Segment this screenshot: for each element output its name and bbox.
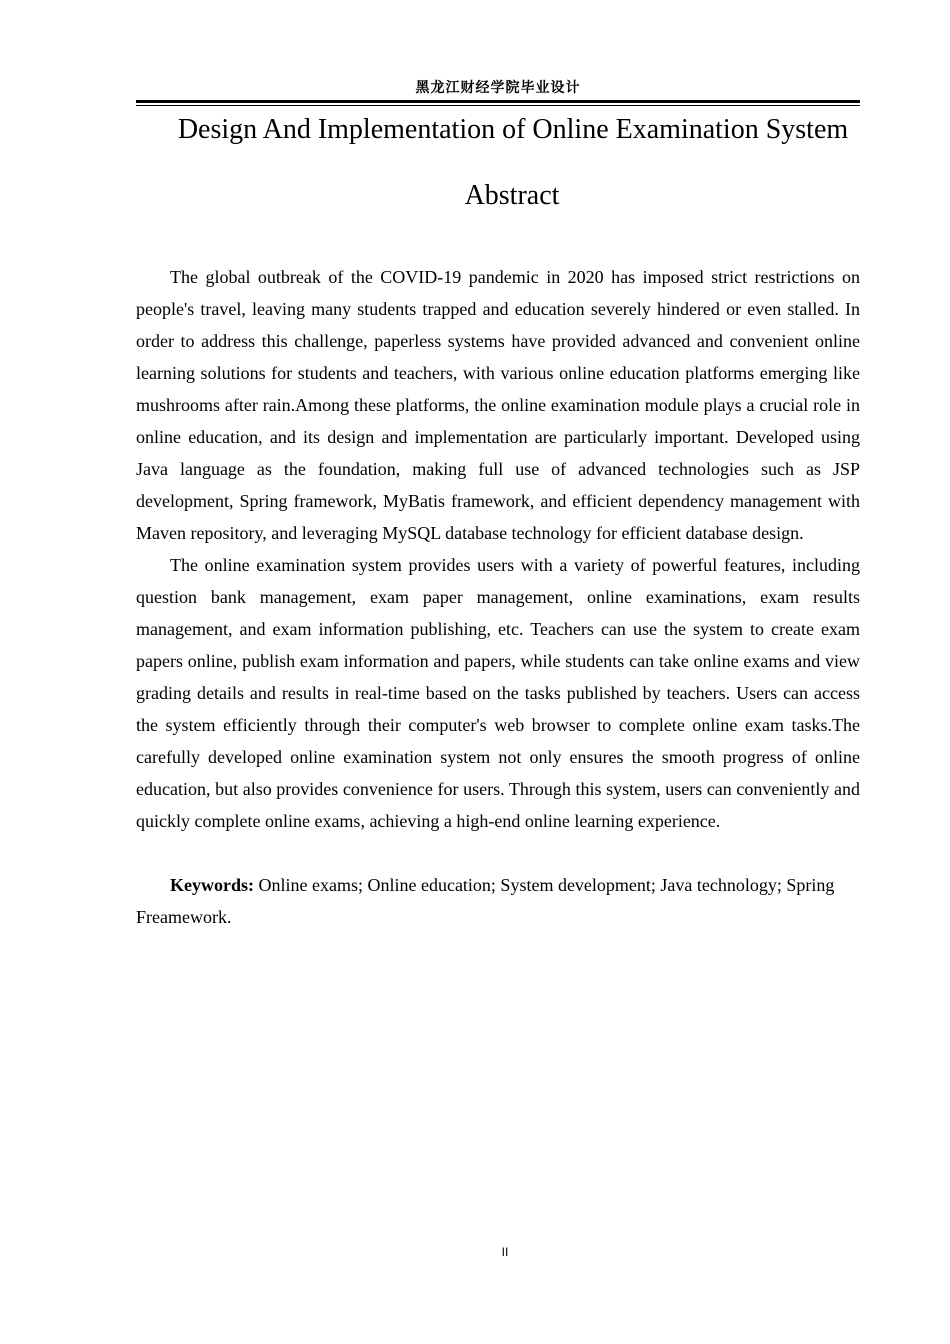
abstract-paragraph-1: The global outbreak of the COVID-19 pandemic in 2020 has imposed strict restrictions on people's travel, leaving many students trapped and education severely hindered or even stalled. In order to address this challenge, paperless systems have provided advanced and convenient online learning solutions for students and teachers, with various online education platforms emerging like mushrooms after rain.Among these platforms, the online examination module plays a crucial role in online education, and its design and implementation are particularly important. Developed using Java language as the foundation, making full use of advanced technologies such as JSP development, Spring framework, MyBatis framework, and efficient dependency management with Maven repository, and leveraging MySQL database technology for efficient database design. xyxy=(136,267,860,543)
page-number: II xyxy=(501,1245,509,1259)
keywords-label: Keywords: xyxy=(170,875,254,895)
header-rule-thin xyxy=(136,105,860,106)
header-rule-thick xyxy=(136,100,860,103)
page-header-institution: 黑龙江财经学院毕业设计 xyxy=(415,80,581,96)
keywords-text: Online exams; Online education; System development; Java technology; Spring Freamework. xyxy=(136,875,835,927)
abstract-paragraph-2: The online examination system provides users with a variety of powerful features, including question bank management, exam paper management, online examinations, exam results management, and exam information publishing, etc. Teachers can use the system to create exam papers online, publish exam information and papers, while students can take online exams and view grading details and results in real-time based on the tasks published by teachers. Users can access the system efficiently through their computer's web browser to complete online exam tasks.The carefully developed online examination system not only ensures the smooth progress of online education, but also provides convenience for users. Through this system, users can conveniently and quickly complete online exams, achieving a high-end online learning experience. xyxy=(136,555,860,831)
keywords-line xyxy=(136,869,860,933)
abstract-heading: Abstract xyxy=(464,180,560,211)
document-title: Design And Implementation of Online Examination System xyxy=(177,114,849,145)
abstract-body xyxy=(136,261,860,933)
